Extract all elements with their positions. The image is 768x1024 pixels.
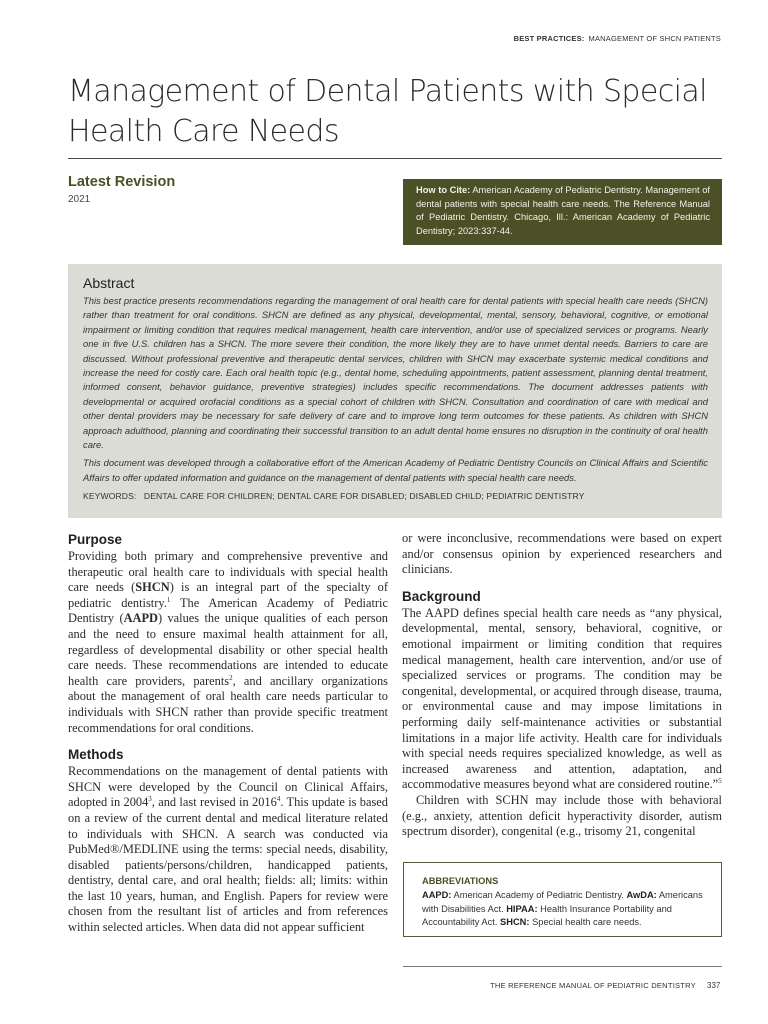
abstract-box [68,264,722,518]
methods-heading: Methods [68,747,124,763]
purpose-ref-2[interactable]: 2 [229,673,233,682]
methods-text-3: . This update is based on a review of the current dental and medical literature related to individuals with SHCN. A search was conducted via PubMed®/MEDLINE using the terms: special needs, disability, disabled patients/persons/children, handicapped patients, dentistry, dental care, and oral health; fields: all; limits: within the last 10 years, human, and English. Papers for review were chosen from the resultant list of articles and from references within selected articles. When data did not appear sufficient [68,795,389,935]
methods-paragraph [68,764,388,936]
abbr-definition: Americans with Disabilities Act. [422,890,703,914]
methods-ref-3[interactable]: 3 [148,795,152,804]
abstract-note: This document was developed through a collaborative effort of the American Academy of Pediatric Dentistry Councils on Clinical Affairs and Scientific Affairs to offer updated information and guidance on the management of dental patients with special health care needs. [83,457,708,483]
abbreviations-list [422,889,705,929]
title-line-2: Health Care Needs [68,114,339,149]
background-heading: Background [402,588,481,604]
running-head-topic: MANAGEMENT OF SHCN PATIENTS [588,34,721,43]
abbr-definition: Health Insurance Portability and Accountability Act. [422,903,672,927]
methods-ref-4[interactable]: 4 [276,795,281,804]
revision-heading: Latest Revision [68,174,176,190]
footer-divider [403,966,722,967]
methods-continuation: or were inconclusive, recommendations were based on expert and/or consensus opinion by experienced researchers and clinicians. [402,531,722,577]
cite-text: American Academy of Pediatric Dentistry. Management of dental patients with special health care needs. The Reference Manual of Pediatric Dentistry. Chicago, Ill.: American Academy of Pediatric Dentistry; 2023:337-44. [416,185,710,236]
running-head [514,34,721,43]
abbreviations-heading: ABBREVIATIONS [422,876,499,886]
background-paragraph-1 [402,606,722,793]
purpose-text-4: ) values the unique qualities of each person and the need to ensure maximal health attainment for all, regardless of developmental disability or other special health care needs. These recommendations are intended to educate health care providers, parents [68,611,388,688]
title-line-1: Management of Dental Patients with Special [68,74,707,109]
abstract-body: This best practice presents recommendations regarding the management of oral health care for dental patients with special health care needs (SHCN) rather than treatment for oral conditions. SHCN are defined as any physical, developmental, mental, sensory, behavioral, cognitive, or emotional impairment or limiting condition that requires medical management, health care intervention, and/or use of specialized services or programs. Nearly one in five U.S. children has a SHCN. The more severe their condition, the more likely they are to have unmet dental needs. Barriers to care are discussed. Without professional preventive and therapeutic dental services, children with SHCN may exacerbate systemic medical conditions and increase the need for costly care. Each oral health topic (e.g., dental home, scheduling appointments, patient assessment, planning dental treatment, informed consent, behavior guidance, preventive strategies) includes specific recommendations. The document addresses patients with developmental or acquired orofacial conditions as a special cohort of children with SHCN. Consultation and coordination of care with medical and other dental providers may be necessary for safe delivery of care and to improve long term outcomes for these patients. As children with SHCN approach adulthood, planning and coordinating their successful transition to an adult dental home ensures no disruption in the continuity of oral health care. [83,295,708,451]
page-number: 337 [707,981,721,990]
abbr-definition: American Academy of Pediatric Dentistry. [451,890,627,901]
title-divider [68,158,722,159]
abbr-term: SHCN: [500,916,530,927]
methods-text-1: Recommendations on the management of dental patients with SHCN were developed by the Council on Clinical Affairs, adopted in 2004 [68,764,388,810]
keywords-label: KEYWORDS: [83,491,137,502]
background-paragraph-2: Children with SCHN may include those with behavioral (e.g., anxiety, attention deficit hyperactivity disorder, autism spectrum disorder), congenital (e.g., trisomy 21, congenital [402,792,722,839]
purpose-text-1: Providing both primary and comprehensive preventive and therapeutic oral health care to individuals with special health care needs ( [68,549,388,595]
purpose-abbr-aapd: AAPD [123,611,158,626]
section-spacer [68,736,388,746]
keywords [83,491,708,501]
purpose-text-3: The American Academy of Pediatric Dentistry ( [68,595,388,626]
background-text-1: The AAPD defines special health care needs as “any physical, developmental, mental, sensory, behavioral, cognitive, or emotional impairment or limiting condition that requires medical management, health care intervention, and/or use of specialized services or programs. The condition may be congenital, developmental, or acquired through disease, trauma, or environmental cause and may impose limitations in performing daily self-maintenance activities or substantial limitations in a major life activity. Health care for individuals with special needs requires specialized knowledge, as well as increased awareness and attention, adaptation, and accommodative measures beyond what are considered routine.” [402,605,722,792]
how-to-cite-box [403,179,722,245]
left-column [68,531,388,936]
abbr-term: AAPD: [422,890,452,901]
running-head-section: BEST PRACTICES: [513,34,585,43]
section-spacer [402,578,722,588]
background-ref-5[interactable]: 5 [718,777,722,786]
purpose-text-5: , and ancillary organizations about the management of oral health care needs particular to individuals with SHCN rather than provide specific treatment recommendations for oral conditions. [68,673,388,735]
right-column [402,531,722,840]
purpose-ref-1[interactable]: 1 [166,595,171,604]
abstract-heading: Abstract [83,275,135,291]
revision-year: 2021 [68,194,91,205]
abbr-term: HIPAA: [506,903,538,914]
page-title [68,72,708,152]
abbreviations-box [403,862,722,937]
abbr-term: AwDA: [626,890,657,901]
purpose-text-2: ) is an integral part of the specialty of pediatric dentistry. [68,580,388,610]
purpose-paragraph [68,549,388,736]
purpose-abbr-shcn: SHCN [135,580,170,595]
keywords-list: DENTAL CARE FOR CHILDREN; DENTAL CARE FOR DISABLED; DISABLED CHILD; PEDIATRIC DENTISTRY [143,491,585,502]
purpose-heading: Purpose [68,532,123,547]
cite-label: How to Cite: [416,185,471,195]
abbr-definition: Special health care needs. [529,916,642,927]
footer-journal: THE REFERENCE MANUAL OF PEDIATRIC DENTISTRY [490,981,696,990]
methods-text-2: , and last revised in 2016 [151,795,277,810]
